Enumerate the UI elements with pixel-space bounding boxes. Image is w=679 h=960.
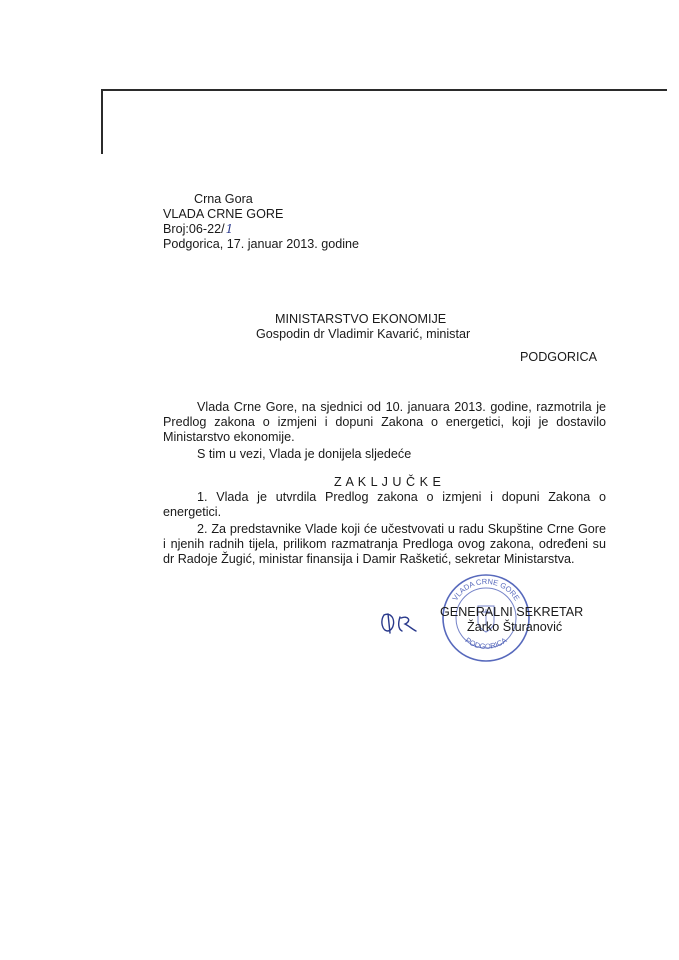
signature-name: Žarko Šturanović [467, 620, 563, 634]
conclusions-title: Z A K L J U Č K E [334, 475, 442, 489]
svg-text:PODGORICA: PODGORICA [463, 635, 509, 652]
conclusion-2: 2. Za predstavnike Vlade koji će učestvovati u radu Skupštine Crne Gore i njenih radnih tijela, prilikom razmatranja Predloga ovog zakona, određeni su dr Radoje Žugić, ministar finansija i Damir Rašketić, sekretar Ministarstva. [163, 522, 606, 566]
recipient-ministry: MINISTARSTVO EKONOMIJE [275, 312, 447, 326]
scan-edge-left [101, 89, 103, 154]
svg-text:VLADA CRNE GORE: VLADA CRNE GORE [450, 576, 522, 603]
signature-title: GENERALNI SEKRETAR [440, 605, 584, 619]
body-connection: S tim u vezi, Vlada je donijela sljedeće [197, 447, 412, 461]
header-number-handwritten: 1 [225, 222, 234, 236]
handwritten-initials [378, 607, 420, 637]
conclusion-1: 1. Vlada je utvrdila Predlog zakona o izmjeni i dopuni Zakona o energetici. [163, 490, 606, 519]
header-number-label: Broj:06-22/ [163, 222, 225, 236]
recipient-city: PODGORICA [520, 350, 597, 364]
body-intro: Vlada Crne Gore, na sjednici od 10. januara 2013. godine, razmotrila je Predlog zakona o izmjeni i dopuni Zakona o energetici, koji je dostavilo Ministarstvo ekonomije. [163, 400, 606, 444]
header-government: VLADA CRNE GORE [163, 207, 284, 221]
header-country: Crna Gora [194, 192, 253, 206]
header-number [163, 222, 233, 237]
recipient-person: Gospodin dr Vladimir Kavarić, ministar [256, 327, 471, 341]
header-place-date: Podgorica, 17. januar 2013. godine [163, 237, 360, 251]
scan-edge-top [101, 89, 667, 91]
